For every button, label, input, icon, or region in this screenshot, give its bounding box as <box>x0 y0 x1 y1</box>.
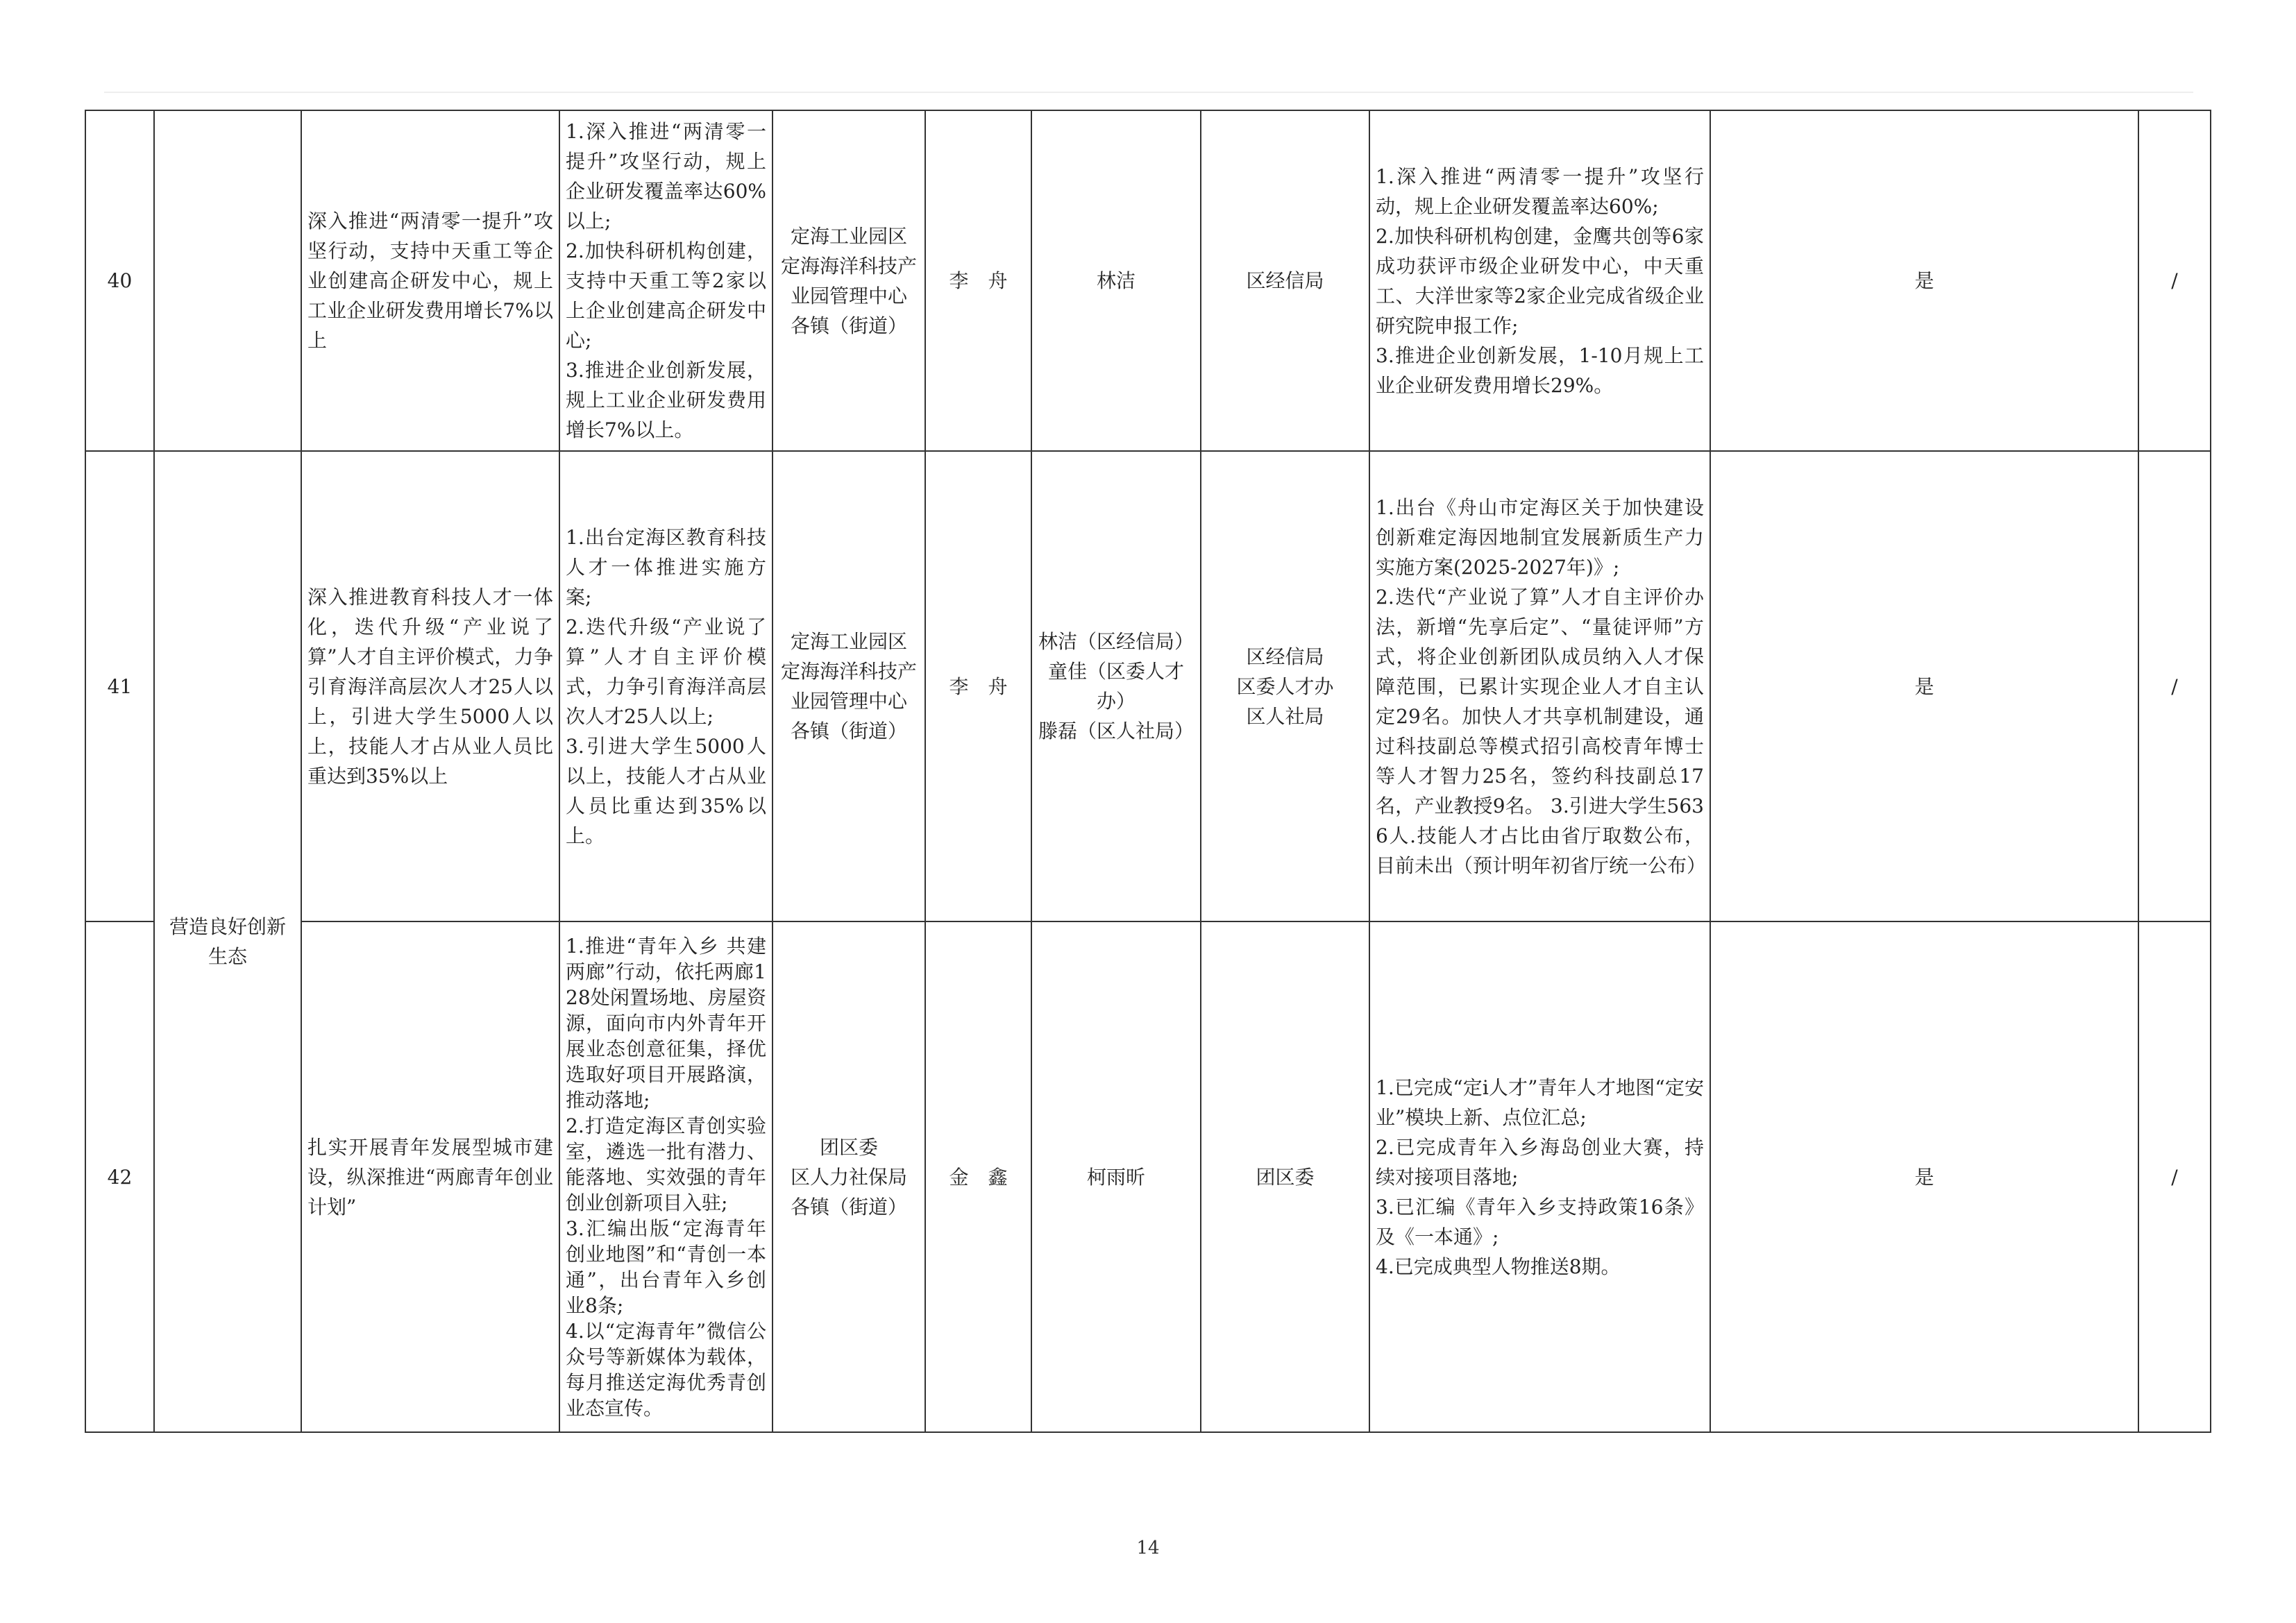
row-number: 41 <box>85 451 154 921</box>
on-track-status: 是 <box>1710 110 2138 451</box>
lead-department: 区经信局 <box>1201 110 1369 451</box>
task-measures: 1.推进“青年入乡 共建两廊”行动，依托两廊128处闲置场地、房屋资源，面向市内外青年开展业态创意征集，择优选取好项目开展路演，推动落地; 2.打造定海区青创实验室，遴选一批有潜力、能落地、实效强的青年创业创新项目入驻; 3.汇编出版“定海青年创业地图”和“青创一本通”，出台青年入乡创业8条; 4.以“定海青年”微信公众号等新媒体为载体，每月推送定海优秀青创业态宣传。 <box>559 921 773 1432</box>
responsible-units: 定海工业园区 定海海洋科技产业园管理中心 各镇（街道） <box>773 451 925 921</box>
responsible-leader: 李 舟 <box>925 451 1031 921</box>
responsible-leader: 李 舟 <box>925 110 1031 451</box>
task-description: 扎实开展青年发展型城市建设，纵深推进“两廊青年创业计划” <box>301 921 559 1432</box>
remark: / <box>2138 110 2211 451</box>
responsible-units: 定海工业园区 定海海洋科技产业园管理中心 各镇（街道） <box>773 110 925 451</box>
row-number: 40 <box>85 110 154 451</box>
responsible-units: 团区委 区人力社保局 各镇（街道） <box>773 921 925 1432</box>
header-rule <box>104 92 2193 93</box>
category-cell-empty <box>154 110 301 451</box>
task-measures: 1.出台定海区教育科技人才一体推进实施方案; 2.迭代升级“产业说了算”人才自主评价模式，力争引育海洋高层次人才25人以上; 3.引进大学生5000人以上，技能人才占从业人员比重达到35%以上。 <box>559 451 773 921</box>
task-description: 深入推进教育科技人才一体化，迭代升级“产业说了算”人才自主评价模式，力争引育海洋高层次人才25人以上，引进大学生5000人以上，技能人才占从业人员比重达到35%以上 <box>301 451 559 921</box>
task-measures: 1.深入推进“两清零一提升”攻坚行动，规上企业研发覆盖率达60%以上; 2.加快科研机构创建，支持中天重工等2家以上企业创建高企研发中心; 3.推进企业创新发展，规上工业企业研发费用增长7%以上。 <box>559 110 773 451</box>
on-track-status: 是 <box>1710 921 2138 1432</box>
on-track-status: 是 <box>1710 451 2138 921</box>
task-progress-table <box>85 110 2211 1433</box>
contact-person: 林洁 <box>1031 110 1201 451</box>
page-number: 14 <box>1136 1538 1160 1558</box>
remark: / <box>2138 921 2211 1432</box>
table-row <box>85 451 2211 921</box>
responsible-leader: 金 鑫 <box>925 921 1031 1432</box>
contact-person: 林洁（区经信局） 童佳（区委人才办） 滕磊（区人社局） <box>1031 451 1201 921</box>
table-row <box>85 921 2211 1432</box>
category-cell: 营造良好创新生态 <box>154 451 301 1432</box>
contact-person: 柯雨昕 <box>1031 921 1201 1432</box>
row-number: 42 <box>85 921 154 1432</box>
remark: / <box>2138 451 2211 921</box>
progress-description: 1.深入推进“两清零一提升”攻坚行动，规上企业研发覆盖率达60%; 2.加快科研机构创建，金鹰共创等6家成功获评市级企业研发中心，中天重工、大洋世家等2家企业完成省级企业研究院申报工作; 3.推进企业创新发展，1-10月规上工业企业研发费用增长29%。 <box>1369 110 1710 451</box>
lead-department: 区经信局 区委人才办 区人社局 <box>1201 451 1369 921</box>
progress-description: 1.已完成“定i人才”青年人才地图“定安业”模块上新、点位汇总; 2.已完成青年入乡海岛创业大赛，持续对接项目落地; 3.已汇编《青年入乡支持政策16条》及《一本通》; 4.已完成典型人物推送8期。 <box>1369 921 1710 1432</box>
progress-description: 1.出台《舟山市定海区关于加快建设创新难定海因地制宜发展新质生产力实施方案(2025-2027年)》; 2.迭代“产业说了算”人才自主评价办法，新增“先享后定”、“量徒评师”方式，将企业创新团队成员纳入人才保障范围，已累计实现企业人才自主认定29名。加快人才共享机制建设，通过科技副总等模式招引高校青年博士等人才智力25名，签约科技副总17名，产业教授9名。 3.引进大学生5636人.技能人才占比由省厅取数公布，目前未出（预计明年初省厅统一公布） <box>1369 451 1710 921</box>
lead-department: 团区委 <box>1201 921 1369 1432</box>
task-description: 深入推进“两清零一提升”攻坚行动，支持中天重工等企业创建高企研发中心，规上工业企业研发费用增长7%以上 <box>301 110 559 451</box>
table-row <box>85 110 2211 451</box>
